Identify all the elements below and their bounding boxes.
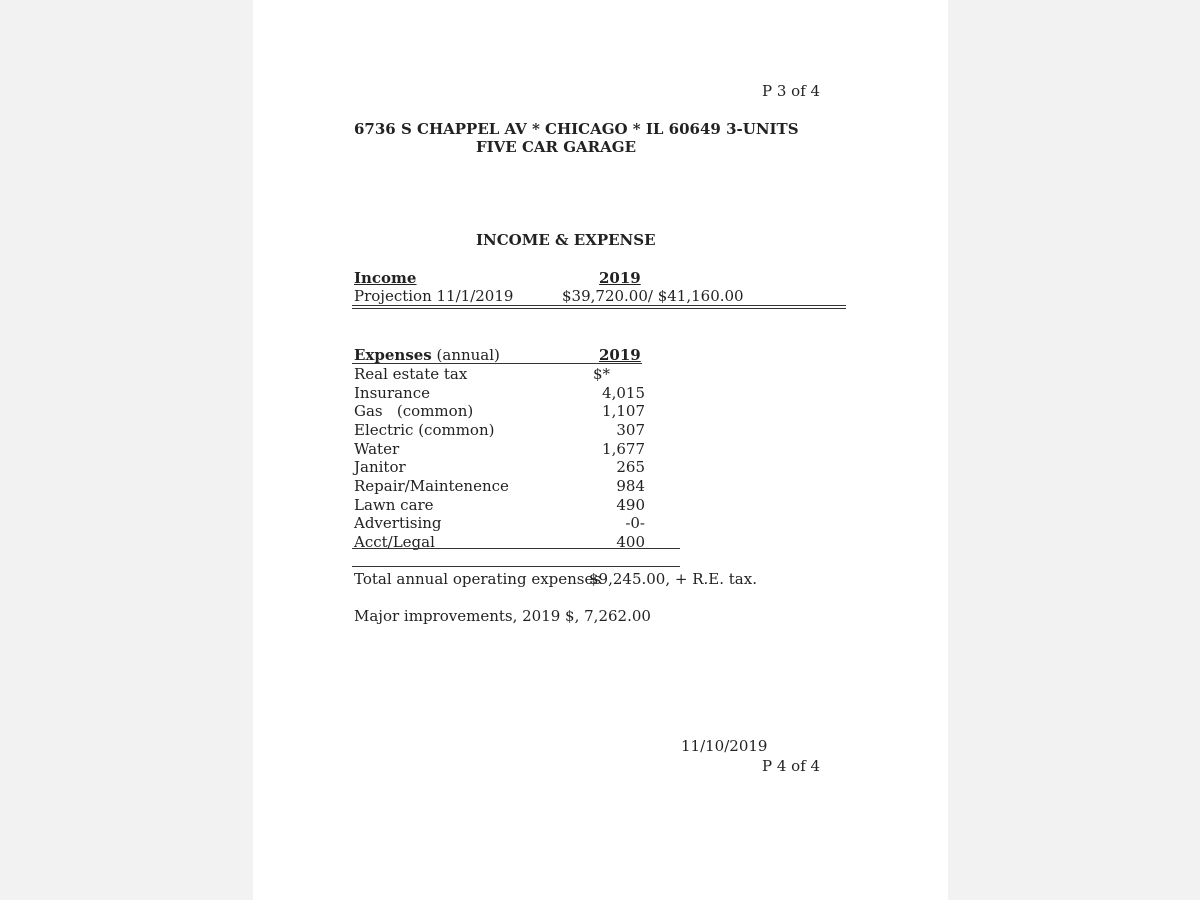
expense-value: 1,677 [602,440,645,458]
expenses-header-rule [352,363,642,364]
expenses-total-rule [352,566,680,567]
section-title: INCOME & EXPENSE [476,231,656,249]
expenses-heading-suffix: (annual) [431,346,500,364]
expense-value: -0- [625,514,645,532]
document-page [253,0,948,900]
income-year: 2019 [599,269,641,287]
expense-name: Janitor [354,458,406,476]
property-subtitle: FIVE CAR GARAGE [476,138,637,156]
footer-date: 11/10/2019 [681,737,768,755]
expense-name: Gas (common) [354,402,474,420]
expense-value: $* [593,365,611,383]
major-improvements: Major improvements, 2019 $, 7,262.00 [354,607,651,625]
property-address: 6736 S CHAPPEL AV * CHICAGO * IL 60649 3-UNITS [354,120,799,138]
expense-name: Advertising [354,514,442,532]
expenses-heading-label: Expenses [354,346,432,364]
expense-value: 984 [616,477,645,495]
expense-name: Water [354,440,400,458]
income-heading: Income [354,269,417,287]
income-double-rule [352,305,846,309]
expenses-year: 2019 [599,346,641,364]
expense-value: 400 [616,533,645,551]
page-number-bottom: P 4 of 4 [762,757,821,775]
expense-value: 490 [616,496,645,514]
expense-value: 265 [616,458,645,476]
expense-name: Insurance [354,384,430,402]
expenses-bottom-rule [352,548,680,549]
page-number-top: P 3 of 4 [762,82,821,100]
expense-name: Acct/Legal [354,533,435,551]
expense-value: 307 [616,421,645,439]
expense-name: Real estate tax [354,365,468,383]
expense-name: Lawn care [354,496,434,514]
expense-value: 4,015 [602,384,645,402]
expense-value: 1,107 [602,402,645,420]
expense-name: Repair/Maintenence [354,477,509,495]
total-expenses-label: Total annual operating expenses [354,570,602,588]
total-expenses-value: $9,245.00, + R.E. tax. [589,570,757,588]
income-projection-label: Projection 11/1/2019 [354,287,514,305]
income-projection-value: $39,720.00/ $41,160.00 [562,287,744,305]
expense-name: Electric (common) [354,421,495,439]
expenses-heading [354,347,500,364]
